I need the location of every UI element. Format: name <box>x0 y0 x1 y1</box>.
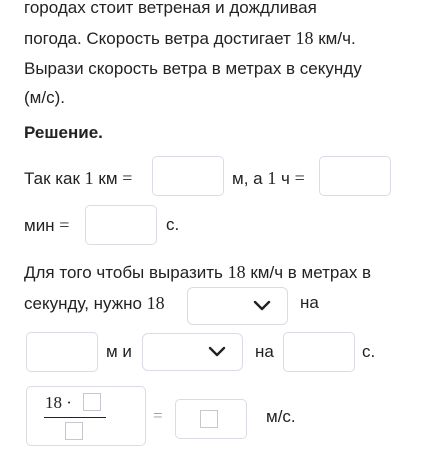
fraction-numerator: 18 · <box>45 393 72 412</box>
equals-sign-3: = <box>59 215 70 235</box>
row4-text: м и <box>106 342 132 361</box>
row1-middle <box>232 168 305 189</box>
km-to-m-input[interactable] <box>152 156 224 196</box>
denominator-slot[interactable] <box>65 422 83 440</box>
equals-sign-2: = <box>294 168 305 188</box>
hour-to-min-input[interactable] <box>319 156 391 196</box>
problem-line-3: Вырази скорость ветра в метрах в секунду <box>24 59 362 78</box>
row4-unit: с. <box>362 342 376 361</box>
result-input[interactable] <box>175 399 247 439</box>
row1-text: Так как <box>24 169 85 188</box>
problem-line-2 <box>24 28 356 49</box>
para-num-2: 18 <box>146 293 165 313</box>
para-num: 18 <box>227 262 246 282</box>
result-unit: м/с. <box>266 407 296 426</box>
meters-input[interactable] <box>26 332 98 372</box>
row1-num: 1 <box>84 168 94 188</box>
row1-unit: км <box>93 169 123 188</box>
problem-text: погода. Скорость ветра достигает <box>24 29 296 48</box>
para-on: на <box>300 293 319 312</box>
operation-dropdown-2[interactable] <box>142 333 243 371</box>
row1-unit-2: ч <box>276 169 295 188</box>
row4-on: на <box>255 342 274 361</box>
min-to-sec-input[interactable] <box>85 205 157 245</box>
row1-lead <box>24 168 132 189</box>
problem-unit: км/ч. <box>313 29 356 48</box>
para-text-2: секунду, нужно <box>24 294 147 313</box>
equals-sign: = <box>122 168 133 188</box>
row2-text: мин <box>24 216 60 235</box>
operation-dropdown-1[interactable] <box>187 287 288 325</box>
fraction-bar <box>44 417 106 418</box>
row1-text-2: м, а <box>232 169 268 188</box>
equals-sign-4: = <box>153 406 163 425</box>
result-slot[interactable] <box>200 410 218 428</box>
row1-num-2: 1 <box>267 168 277 188</box>
row2-lead <box>24 215 69 236</box>
chevron-down-icon <box>253 300 271 312</box>
row2-unit: с. <box>166 215 180 234</box>
chevron-down-icon <box>208 346 226 358</box>
problem-line-4: (м/с). <box>24 88 65 107</box>
numerator-slot[interactable] <box>83 393 101 411</box>
fraction-box[interactable] <box>26 386 146 446</box>
solution-heading: Решение. <box>24 123 103 142</box>
para-line-2 <box>24 293 165 314</box>
problem-line-1: городах стоит ветреная и дождливая <box>24 0 317 17</box>
para-text: Для того чтобы выразить <box>24 263 228 282</box>
para-unit: км/ч в метрах в <box>245 263 372 282</box>
seconds-input[interactable] <box>283 332 355 372</box>
speed-value: 18 <box>295 28 314 48</box>
para-line-1 <box>24 262 371 283</box>
